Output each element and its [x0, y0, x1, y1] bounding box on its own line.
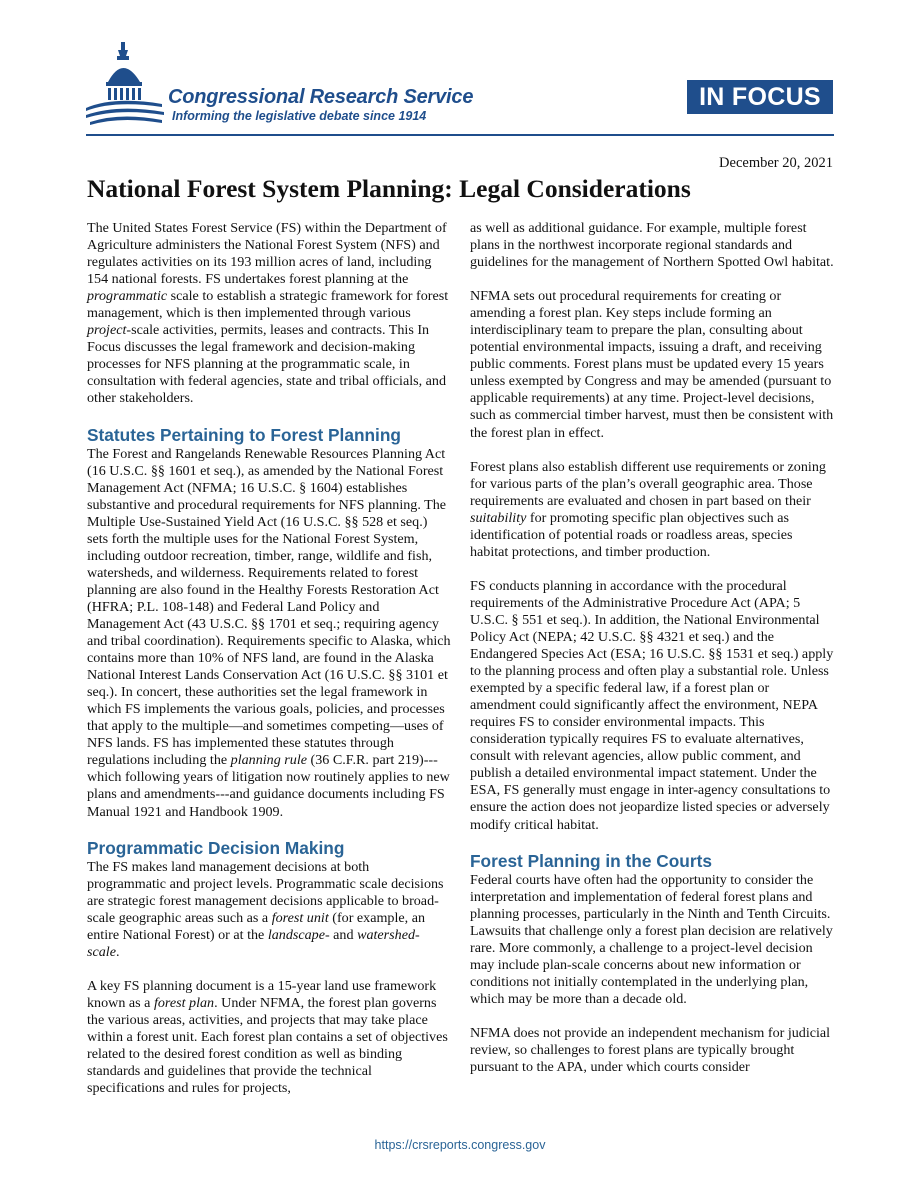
guidance-paragraph: as well as additional guidance. For example, multiple forest plans in the northwest incorporate regional standards and guidelines for the management of Northern Spotted Owl habitat. — [470, 220, 834, 271]
right-column — [470, 220, 834, 1093]
org-name: Congressional Research Service — [168, 86, 474, 108]
in-focus-badge: IN FOCUS — [687, 80, 833, 114]
courts-paragraph: Federal courts have often had the opportunity to consider the interpretation and implementation of federal forest plans and planning processes, particularly in the Ninth and Tenth Circuits. Lawsuits that challenge only a forest plan decision are relatively rare. More commonly, a challenge to a project-level decision may include plan-scale concerns about new information or conditions not initially contemplated in the underlying plan, which may be more than a decade old. — [470, 871, 833, 1007]
page-title: National Forest System Planning: Legal Considerations — [87, 174, 691, 203]
judicial-review-paragraph: NFMA does not provide an independent mechanism for judicial review, so challenges to forest plans are typically brought pursuant to the APA, under which courts consider — [470, 1024, 831, 1076]
zoning-paragraph: Forest plans also establish different use requirements or zoning for various parts of the plan’s overall geographic area. Those requirements are evaluated and chosen in part based on their suitability for promoting specific plan objectives such as identification of potential roads or roadless areas, species habitat protections, and timber production. — [470, 458, 826, 560]
capitol-dome-logo — [84, 42, 166, 130]
apa-nepa-esa-paragraph: FS conducts planning in accordance with the procedural requirements of the Administrative Procedure Act (APA; 5 U.S.C. § 551 et seq.). In addition, the National Environmental Policy Act (NEPA; 42 U.S.C. §§ 4321 et seq.) and the Endangered Species Act (ESA; 16 U.S.C. §§ 1531 et seq.) apply to the planning process and often play a substantial role. Unless exempted by a specific federal law, if a forest plan or amendment could significantly affect the environment, NEPA requires FS to consider environmental impacts. This consideration typically requires FS to evaluate alternatives, consult with relevant agencies, allow public comment, and publish a detailed environmental impact statement. Under the ESA, FS generally must engage in inter-agency consultations to ensure the action does not jeopardize listed species or adversely modify critical habitat. — [470, 577, 834, 833]
org-tagline: Informing the legislative debate since 1914 — [172, 109, 427, 123]
left-column — [87, 220, 451, 1114]
section-heading-courts: Forest Planning in the Courts — [470, 850, 712, 871]
publication-date: December 20, 2021 — [719, 155, 833, 171]
intro-paragraph: The United States Forest Service (FS) within the Department of Agriculture administers the National Forest System (NFS) and regulates activities on its 193 million acres of land, including 154 national forests. FS undertakes forest planning at the programmatic scale to establish a strategic framework for forest management, which is then implemented through various project-scale activities, permits, leases and contracts. This In Focus discusses the legal framework and decision-making processes for NFS planning at the programmatic scale, in consultation with federal agencies, state and tribal officials, and other stakeholders. — [87, 220, 449, 407]
section-heading-statutes: Statutes Pertaining to Forest Planning — [87, 424, 401, 445]
programmatic-paragraph: The FS makes land management decisions at both programmatic and project levels. Programmatic scale decisions are strategic forest management decisions applicable to broad-scale geographic areas such as a forest unit (for example, an entire National Forest) or at the landscape- and watershed-scale. — [87, 858, 444, 960]
forest-plan-paragraph: A key FS planning document is a 15-year land use framework known as a forest plan. Under NFMA, the forest plan governs the various areas, activities, and projects that may take place within a forest unit. Each forest plan contains a set of objectives related to the desired forest condition as well as binding standards and guidelines that provide the technical specifications and rules for projects, — [87, 977, 448, 1097]
header-rule — [86, 134, 834, 136]
section-heading-programmatic: Programmatic Decision Making — [87, 837, 345, 858]
statutes-paragraph: The Forest and Rangelands Renewable Resources Planning Act (16 U.S.C. §§ 1601 et seq.), as amended by the National Forest Management Act (NFMA; 16 U.S.C. § 1604) establishes substantive and procedural requirements for NFS planning. The Multiple Use-Sustained Yield Act (16 U.S.C. §§ 528 et seq.) sets forth the multiple uses for the National Forest System, including outdoor recreation, timber, range, wildlife and fish, watersheds, and wilderness. Requirements related to forest planning are also found in the Healthy Forests Restoration Act (HFRA; P.L. 108-148) and Federal Land Policy and Management Act (43 U.S.C. §§ 1701 et seq.; requiring agency and tribal coordination). Requirements specific to Alaska, which contains more than 10% of NFS land, are found in the Alaska National Interest Lands Conservation Act (16 U.S.C. §§ 3101 et seq.). In concert, these authorities set the legal framework in which FS implements the various goals, policies, and processes that apply to the multiple—and sometimes competing—uses of NFS lands. FS has implemented these statutes through regulations including the planning rule (36 C.F.R. part 219)---which following years of litigation now routinely applies to new plans and amendments---and guidance documents including FS Manual 1921 and Handbook 1909. — [87, 445, 451, 820]
footer-url[interactable]: https://crsreports.congress.gov — [374, 1138, 546, 1152]
nfma-procedure-paragraph: NFMA sets out procedural requirements for creating or amending a forest plan. Key steps include forming an interdisciplinary team to prepare the plan, consulting about potential environmental impacts, issuing a draft, and receiving public comments. Forest plans must be updated every 15 years unless exempted by Congress and may be amended (pursuant to applicable requirements) at any time. Project-level decisions, such as commercial timber harvest, must then be consistent with the forest plan in effect. — [470, 288, 834, 441]
